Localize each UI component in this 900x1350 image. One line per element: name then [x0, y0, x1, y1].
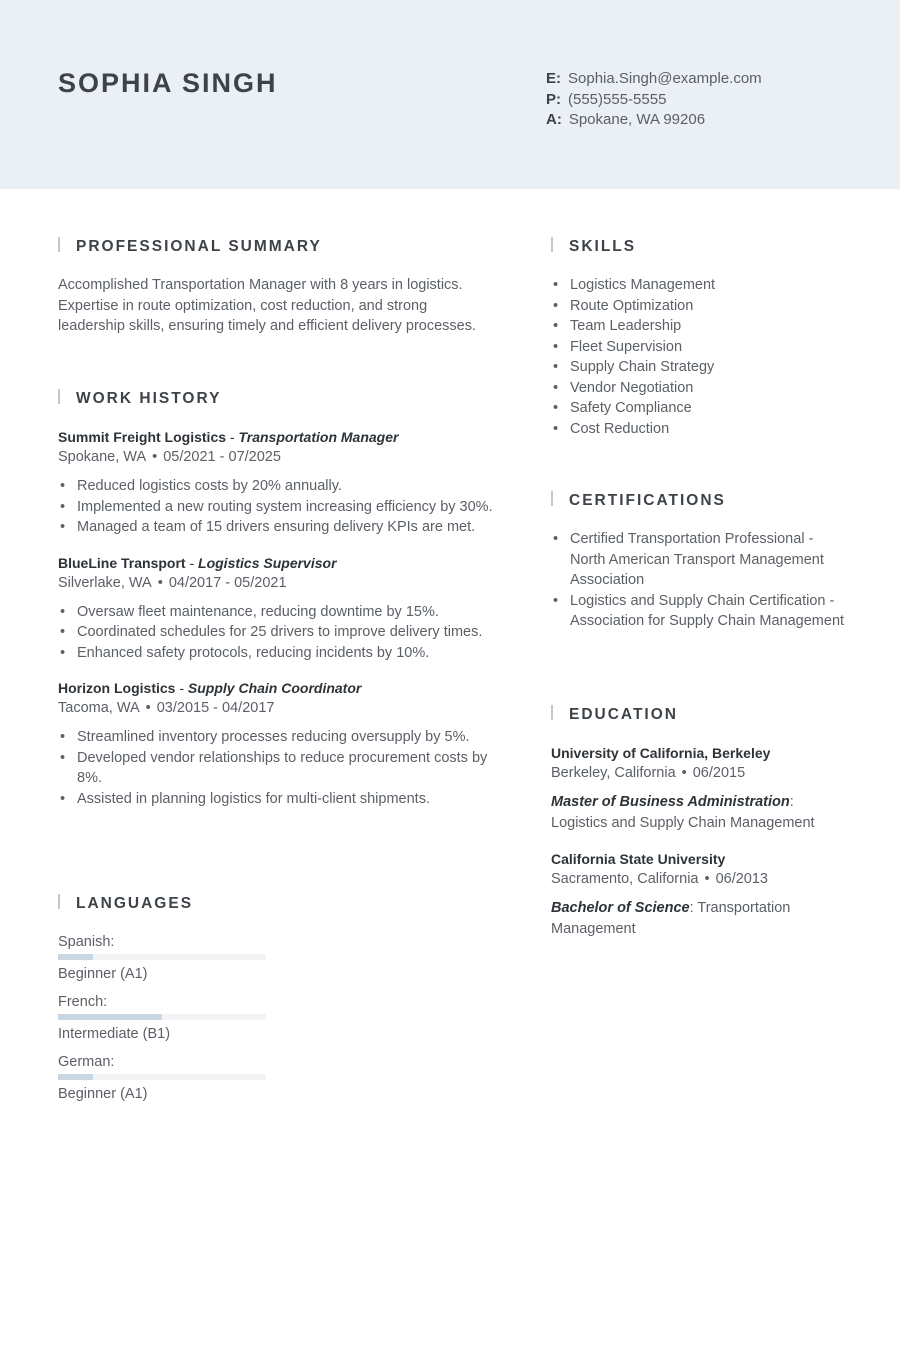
job-role: Transportation Manager: [238, 429, 399, 445]
section-bar: [58, 237, 60, 252]
job-company: Summit Freight Logistics: [58, 429, 227, 445]
list-item: • Implemented a new routing system increasing efficiency by 30%.: [58, 497, 498, 518]
bullet-separator: •: [145, 700, 151, 716]
contact-phone-value[interactable]: (555)555-5555: [568, 90, 667, 108]
job-meta: [58, 447, 498, 467]
job-dates: 05/2021 - 07/2025: [163, 449, 281, 465]
education-meta: [551, 763, 851, 783]
language-bar-fill: [58, 1074, 93, 1080]
job-header: BlueLine Transport - Logistics Supervisor: [58, 554, 337, 571]
job-location: Silverlake, WA: [58, 574, 152, 591]
section-bar: [58, 389, 60, 404]
job-role: Logistics Supervisor: [198, 554, 337, 571]
skill-item: • Team Leadership: [551, 316, 851, 337]
language-level: Beginner (A1): [58, 966, 148, 982]
education-entry: [551, 849, 851, 939]
bullet-separator: •: [681, 765, 687, 781]
right-column: [551, 237, 851, 939]
skill-item: • Fleet Supervision: [551, 337, 851, 358]
language-level: Beginner (A1): [58, 1086, 148, 1102]
language-level: Intermediate (B1): [58, 1026, 171, 1042]
summary-text: Accomplished Transportation Manager with 8 years in logistics. Expertise in route optimization, cost reduction, and strong leadership skills, ensuring timely and efficient delivery processes.: [58, 277, 477, 334]
education-degree: [551, 898, 851, 939]
skills-title: SKILLS: [551, 237, 851, 257]
language-bar-track: [58, 1074, 266, 1080]
list-item: • Developed vendor relationships to reduce procurement costs by 8%.: [58, 748, 498, 789]
contact-block: [546, 69, 762, 131]
certifications-title: CERTIFICATIONS: [551, 491, 851, 511]
education-section: [551, 705, 851, 939]
education-title: EDUCATION: [551, 705, 851, 725]
certifications-section: [551, 491, 851, 705]
job-entry: [58, 553, 498, 664]
job-dates: 04/2017 - 05/2021: [168, 574, 287, 591]
degree-field: : Logistics and Supply Chain Management: [551, 794, 815, 831]
language-item: [58, 932, 266, 984]
contact-email: [546, 69, 762, 90]
job-bullets: [58, 476, 498, 538]
job-meta: [58, 573, 498, 593]
summary-section: [58, 237, 498, 389]
list-item: • Managed a team of 15 drivers ensuring delivery KPIs are met.: [58, 517, 498, 538]
language-item: [58, 1052, 266, 1104]
job-bullets: [58, 727, 498, 809]
education-school: California State University: [551, 851, 726, 867]
job-header: Summit Freight Logistics - Transportation Manager: [58, 429, 399, 445]
skill-item: • Logistics Management: [551, 275, 851, 296]
education-date: 06/2015: [692, 765, 746, 781]
languages-section: [58, 894, 498, 1112]
education-meta: [551, 869, 851, 889]
job-role: Supply Chain Coordinator: [187, 680, 362, 696]
job-company: BlueLine Transport: [58, 554, 186, 571]
contact-address: [546, 110, 762, 131]
skill-item: • Route Optimization: [551, 296, 851, 317]
language-bar-fill: [58, 1014, 162, 1020]
languages-grid: [58, 932, 498, 1112]
bullet-separator: •: [152, 449, 158, 465]
job-location: Tacoma, WA: [58, 700, 140, 716]
work-history-section: [58, 389, 498, 894]
list-item: • Reduced logistics costs by 20% annually.: [58, 476, 498, 497]
education-location: Berkeley, California: [551, 765, 676, 781]
bullet-separator: •: [704, 871, 710, 887]
list-item: • Assisted in planning logistics for multi-client shipments.: [58, 789, 498, 810]
list-item: • Enhanced safety protocols, reducing incidents by 10%.: [58, 643, 498, 664]
degree-name: Master of Business Administration: [551, 794, 790, 810]
job-meta: [58, 698, 498, 718]
language-bar-track: [58, 1014, 266, 1020]
job-location: Spokane, WA: [58, 449, 147, 465]
language-name: Spanish:: [58, 934, 115, 950]
certifications-list: [551, 529, 851, 632]
contact-email-value[interactable]: Sophia.Singh@example.com: [568, 70, 762, 87]
candidate-name: SOPHIA SINGH: [58, 68, 278, 98]
contact-phone-label: P:: [546, 90, 561, 108]
work-history-title: WORK HISTORY: [58, 389, 498, 409]
language-name: German:: [58, 1054, 115, 1070]
job-header: Horizon Logistics - Supply Chain Coordinator: [58, 680, 362, 696]
contact-address-label: A:: [546, 111, 562, 128]
skill-item: • Vendor Negotiation: [551, 378, 851, 399]
education-school: University of California, Berkeley: [551, 745, 771, 761]
job-company: Horizon Logistics: [58, 680, 176, 696]
education-degree: [551, 792, 851, 833]
languages-title: LANGUAGES: [58, 894, 498, 914]
skill-item: • Supply Chain Strategy: [551, 357, 851, 378]
degree-field: : Transportation Management: [551, 900, 791, 937]
section-bar: [551, 491, 553, 506]
section-bar: [551, 705, 553, 720]
section-bar: [551, 237, 553, 252]
list-item: • Coordinated schedules for 25 drivers to improve delivery times.: [58, 622, 498, 643]
contact-address-value: Spokane, WA 99206: [568, 111, 706, 128]
job-entry: [58, 427, 498, 538]
education-date: 06/2013: [715, 871, 768, 887]
language-name: French:: [58, 994, 108, 1010]
skill-item: • Safety Compliance: [551, 398, 851, 419]
degree-name: Bachelor of Science: [551, 900, 690, 916]
skills-list: [551, 275, 851, 439]
education-location: Sacramento, California: [551, 871, 699, 887]
certification-item: • Logistics and Supply Chain Certification - Association for Supply Chain Management: [551, 591, 851, 632]
bullet-separator: •: [157, 574, 163, 591]
language-bar-track: [58, 954, 266, 960]
left-column: [58, 237, 498, 1112]
contact-email-label: E:: [546, 70, 561, 87]
certification-item: • Certified Transportation Professional - North American Transport Management Association: [551, 529, 851, 591]
education-entry: [551, 743, 851, 833]
language-item: [58, 992, 266, 1044]
section-bar: [58, 894, 60, 909]
list-item: • Oversaw fleet maintenance, reducing downtime by 15%.: [58, 602, 498, 623]
header-band: [0, 0, 900, 189]
skill-item: • Cost Reduction: [551, 419, 851, 440]
skills-section: [551, 237, 851, 491]
summary-title: PROFESSIONAL SUMMARY: [58, 237, 498, 257]
job-bullets: [58, 602, 498, 664]
job-entry: [58, 678, 498, 809]
language-bar-fill: [58, 954, 93, 960]
contact-phone: [546, 90, 762, 111]
job-dates: 03/2015 - 04/2017: [156, 700, 275, 716]
list-item: • Streamlined inventory processes reducing oversupply by 5%.: [58, 727, 498, 748]
